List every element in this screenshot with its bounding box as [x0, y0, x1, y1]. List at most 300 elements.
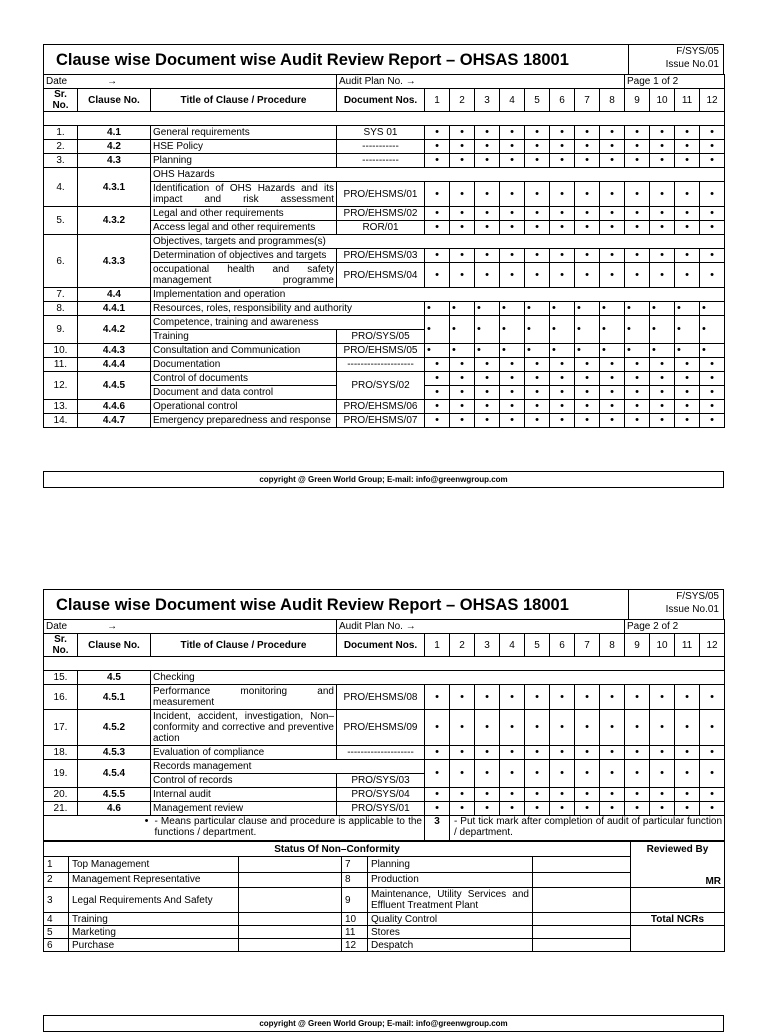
applicable-dot[interactable]: •	[600, 126, 625, 140]
applicable-dot[interactable]: •	[675, 182, 700, 207]
applicable-dot[interactable]: •	[550, 154, 575, 168]
applicable-dot[interactable]: •	[450, 221, 475, 235]
applicable-dot[interactable]: •	[650, 249, 675, 263]
applicable-dot[interactable]: •	[500, 140, 525, 154]
applicable-dot[interactable]: •	[425, 746, 450, 760]
applicable-dot[interactable]: •	[525, 221, 550, 235]
applicable-dot[interactable]: •	[500, 126, 525, 140]
ncr-status-cell[interactable]	[239, 888, 342, 913]
ncr-status-cell[interactable]	[239, 939, 342, 952]
applicable-dot[interactable]: •	[500, 760, 525, 788]
audit-plan-field[interactable]: Audit Plan No. →	[337, 75, 625, 89]
table-row	[44, 288, 725, 302]
applicable-dot[interactable]: •	[550, 221, 575, 235]
applicable-dot[interactable]: •	[425, 207, 450, 221]
applicable-dot[interactable]: •	[600, 372, 625, 386]
applicable-dot[interactable]: •	[500, 788, 525, 802]
applicable-dot[interactable]: •	[675, 221, 700, 235]
applicable-dot[interactable]: •	[500, 221, 525, 235]
ncr-status-cell[interactable]	[533, 926, 631, 939]
applicable-dot[interactable]: •	[625, 249, 650, 263]
applicable-dot[interactable]: •	[675, 140, 700, 154]
applicable-dot[interactable]: •	[575, 414, 600, 428]
applicable-dot[interactable]: •	[650, 182, 675, 207]
applicable-dot[interactable]: •	[600, 182, 625, 207]
applicable-dot[interactable]: •	[600, 802, 625, 816]
applicable-dot[interactable]: •	[600, 358, 625, 372]
applicable-dot[interactable]: •	[550, 685, 575, 710]
applicable-dot[interactable]: •	[650, 414, 675, 428]
applicable-dot[interactable]: •	[625, 302, 650, 316]
applicable-dot[interactable]: •	[600, 788, 625, 802]
applicable-dot[interactable]: •	[650, 710, 675, 746]
applicable-dot[interactable]: •	[625, 710, 650, 746]
applicable-dot[interactable]: •	[625, 126, 650, 140]
applicable-dot[interactable]: •	[700, 710, 725, 746]
applicable-dot[interactable]: •	[525, 414, 550, 428]
applicable-dot[interactable]: •	[650, 221, 675, 235]
applicable-dot[interactable]: •	[625, 400, 650, 414]
applicable-dot[interactable]: •	[550, 182, 575, 207]
applicable-dot[interactable]: •	[675, 358, 700, 372]
clause-no: 4.4.5	[78, 372, 151, 400]
applicable-dot[interactable]: •	[575, 249, 600, 263]
applicable-dot[interactable]: •	[675, 400, 700, 414]
applicable-dot[interactable]: •	[425, 126, 450, 140]
applicable-dot[interactable]: •	[525, 140, 550, 154]
applicable-dot[interactable]: •	[450, 386, 475, 400]
applicable-dot[interactable]: •	[475, 414, 500, 428]
applicable-dot[interactable]: •	[575, 221, 600, 235]
applicable-dot[interactable]: •	[700, 182, 725, 207]
applicable-dot[interactable]: •	[650, 126, 675, 140]
applicable-dot[interactable]: •	[475, 746, 500, 760]
applicable-dot[interactable]: •	[575, 182, 600, 207]
applicable-dot[interactable]: •	[475, 140, 500, 154]
applicable-dot[interactable]: •	[500, 802, 525, 816]
applicable-dot[interactable]: •	[525, 685, 550, 710]
applicable-dot[interactable]: •	[525, 263, 550, 288]
applicable-dot[interactable]: •	[550, 746, 575, 760]
applicable-dot[interactable]: •	[475, 154, 500, 168]
applicable-dot[interactable]: •	[425, 788, 450, 802]
ncr-status-cell[interactable]	[533, 913, 631, 926]
applicable-dot[interactable]: •	[650, 372, 675, 386]
applicable-dot[interactable]: •	[625, 207, 650, 221]
applicable-dot[interactable]: •	[700, 685, 725, 710]
applicable-dot[interactable]: •	[700, 140, 725, 154]
applicable-dot[interactable]: •	[650, 760, 675, 788]
applicable-dot[interactable]: •	[675, 414, 700, 428]
applicable-dot[interactable]: •	[675, 249, 700, 263]
applicable-dot[interactable]: •	[425, 263, 450, 288]
applicable-dot[interactable]: •	[600, 249, 625, 263]
applicable-dot[interactable]: •	[550, 358, 575, 372]
applicable-dot[interactable]: •	[525, 182, 550, 207]
applicable-dot[interactable]: •	[500, 249, 525, 263]
applicable-dot[interactable]: •	[600, 746, 625, 760]
applicable-dot[interactable]: •	[450, 414, 475, 428]
applicable-dot[interactable]: •	[650, 386, 675, 400]
applicable-dot[interactable]: •	[700, 788, 725, 802]
applicable-dot[interactable]: •	[625, 221, 650, 235]
applicable-dot[interactable]: •	[450, 372, 475, 386]
clause-title: General requirements	[151, 126, 337, 140]
applicable-dot[interactable]: •	[575, 154, 600, 168]
applicable-dot[interactable]: •	[450, 316, 475, 344]
applicable-dot[interactable]: •	[625, 316, 650, 344]
status-row	[44, 939, 725, 952]
applicable-dot[interactable]: •	[600, 414, 625, 428]
applicable-dot[interactable]: •	[650, 400, 675, 414]
applicable-dot[interactable]: •	[675, 207, 700, 221]
form-number: F/SYS/05	[676, 591, 719, 602]
applicable-dot[interactable]: •	[625, 140, 650, 154]
applicable-dot[interactable]: •	[475, 760, 500, 788]
applicable-dot[interactable]: •	[525, 249, 550, 263]
applicable-dot[interactable]: •	[600, 685, 625, 710]
applicable-dot[interactable]: •	[425, 802, 450, 816]
applicable-dot[interactable]: •	[550, 344, 575, 358]
applicable-dot[interactable]: •	[600, 263, 625, 288]
applicable-dot[interactable]: •	[500, 316, 525, 344]
applicable-dot[interactable]: •	[700, 263, 725, 288]
applicable-dot[interactable]: •	[475, 788, 500, 802]
applicable-dot[interactable]: •	[425, 760, 450, 788]
applicable-dot[interactable]: •	[425, 140, 450, 154]
sr-no: 16.	[44, 685, 78, 710]
applicable-dot[interactable]: •	[575, 126, 600, 140]
clause-no: 4.4.1	[78, 302, 151, 316]
applicable-dot[interactable]: •	[425, 358, 450, 372]
applicable-dot[interactable]: •	[675, 788, 700, 802]
applicable-dot[interactable]: •	[425, 414, 450, 428]
applicable-dot[interactable]: •	[675, 302, 700, 316]
applicable-dot[interactable]: •	[500, 358, 525, 372]
applicable-dot[interactable]: •	[700, 302, 725, 316]
applicable-dot[interactable]: •	[700, 760, 725, 788]
applicable-dot[interactable]: •	[600, 221, 625, 235]
dept-no: 11	[342, 926, 368, 939]
applicable-dot[interactable]: •	[575, 140, 600, 154]
applicable-dot[interactable]: •	[600, 760, 625, 788]
column-header-row	[44, 634, 725, 657]
applicable-dot[interactable]: •	[450, 400, 475, 414]
applicable-dot[interactable]: •	[625, 414, 650, 428]
applicable-dot[interactable]: •	[700, 126, 725, 140]
applicable-dot[interactable]: •	[425, 316, 450, 344]
document-no: PRO/SYS/05	[337, 330, 425, 344]
applicable-dot[interactable]: •	[525, 316, 550, 344]
applicable-dot[interactable]: •	[500, 400, 525, 414]
applicable-dot[interactable]: •	[475, 263, 500, 288]
applicable-dot[interactable]: •	[500, 263, 525, 288]
applicable-dot[interactable]: •	[450, 249, 475, 263]
applicable-dot[interactable]: •	[475, 372, 500, 386]
applicable-dot[interactable]: •	[475, 207, 500, 221]
applicable-dot[interactable]: •	[450, 140, 475, 154]
ncr-status-cell[interactable]	[239, 926, 342, 939]
applicable-dot[interactable]: •	[525, 788, 550, 802]
applicable-dot[interactable]: •	[450, 710, 475, 746]
applicable-dot[interactable]: •	[675, 760, 700, 788]
applicable-dot[interactable]: •	[700, 372, 725, 386]
applicable-dot[interactable]: •	[525, 372, 550, 386]
applicable-dot[interactable]: •	[525, 760, 550, 788]
applicable-dot[interactable]: •	[700, 344, 725, 358]
applicable-dot[interactable]: •	[550, 386, 575, 400]
applicable-dot[interactable]: •	[550, 372, 575, 386]
applicable-dot[interactable]: •	[575, 760, 600, 788]
applicable-dot[interactable]: •	[675, 802, 700, 816]
applicable-dot[interactable]: •	[525, 710, 550, 746]
clause-no: 4.3.1	[78, 168, 151, 207]
applicable-dot[interactable]: •	[700, 746, 725, 760]
applicable-dot[interactable]: •	[425, 386, 450, 400]
applicable-dot[interactable]: •	[500, 386, 525, 400]
applicable-dot[interactable]: •	[425, 344, 450, 358]
applicable-dot[interactable]: •	[700, 358, 725, 372]
applicable-dot[interactable]: •	[625, 746, 650, 760]
applicable-dot[interactable]: •	[450, 154, 475, 168]
applicable-dot[interactable]: •	[675, 126, 700, 140]
applicable-dot[interactable]: •	[525, 207, 550, 221]
applicable-dot[interactable]: •	[625, 685, 650, 710]
applicable-dot[interactable]: •	[650, 685, 675, 710]
applicable-dot[interactable]: •	[550, 760, 575, 788]
applicable-dot[interactable]: •	[675, 316, 700, 344]
applicable-dot[interactable]: •	[650, 302, 675, 316]
applicable-dot[interactable]: •	[700, 207, 725, 221]
applicable-dot[interactable]: •	[475, 316, 500, 344]
applicable-dot[interactable]: •	[700, 414, 725, 428]
applicable-dot[interactable]: •	[625, 263, 650, 288]
applicable-dot[interactable]: •	[700, 386, 725, 400]
applicable-dot[interactable]: •	[550, 249, 575, 263]
applicable-dot[interactable]: •	[525, 344, 550, 358]
applicable-dot[interactable]: •	[500, 746, 525, 760]
applicable-dot[interactable]: •	[450, 126, 475, 140]
clause-title: Internal audit	[151, 788, 337, 802]
applicable-dot[interactable]: •	[625, 372, 650, 386]
applicable-dot[interactable]: •	[675, 263, 700, 288]
applicable-dot[interactable]: •	[650, 344, 675, 358]
applicable-dot[interactable]: •	[575, 788, 600, 802]
applicable-dot[interactable]: •	[700, 154, 725, 168]
applicable-dot[interactable]: •	[550, 126, 575, 140]
applicable-dot[interactable]: •	[450, 685, 475, 710]
ncr-status-cell[interactable]	[533, 939, 631, 952]
applicable-dot[interactable]: •	[700, 802, 725, 816]
applicable-dot[interactable]: •	[525, 126, 550, 140]
applicable-dot[interactable]: •	[475, 344, 500, 358]
applicable-dot[interactable]: •	[500, 710, 525, 746]
audit-plan-field[interactable]: Audit Plan No. →	[337, 620, 625, 634]
applicable-dot[interactable]: •	[650, 140, 675, 154]
applicable-dot[interactable]: •	[600, 140, 625, 154]
applicable-dot[interactable]: •	[575, 302, 600, 316]
applicable-dot[interactable]: •	[500, 302, 525, 316]
applicable-dot[interactable]: •	[425, 182, 450, 207]
applicable-dot[interactable]: •	[575, 746, 600, 760]
applicable-dot[interactable]: •	[575, 685, 600, 710]
applicable-dot[interactable]: •	[650, 316, 675, 344]
applicable-dot[interactable]: •	[500, 344, 525, 358]
applicable-dot[interactable]: •	[600, 344, 625, 358]
applicable-dot[interactable]: •	[600, 316, 625, 344]
applicable-dot[interactable]: •	[500, 685, 525, 710]
applicable-dot[interactable]: •	[475, 126, 500, 140]
applicable-dot[interactable]: •	[425, 685, 450, 710]
applicable-dot[interactable]: •	[550, 802, 575, 816]
applicable-dot[interactable]: •	[625, 182, 650, 207]
applicable-dot[interactable]: •	[450, 182, 475, 207]
applicable-dot[interactable]: •	[575, 344, 600, 358]
applicable-dot[interactable]: •	[625, 358, 650, 372]
date-field[interactable]: Date →	[44, 620, 337, 634]
applicable-dot[interactable]: •	[575, 802, 600, 816]
applicable-dot[interactable]: •	[475, 400, 500, 414]
applicable-dot[interactable]: •	[625, 386, 650, 400]
applicable-dot[interactable]: •	[650, 263, 675, 288]
ncr-status-cell[interactable]	[239, 872, 342, 887]
clause-title: HSE Policy	[151, 140, 337, 154]
date-field[interactable]: Date →	[44, 75, 337, 89]
applicable-dot[interactable]: •	[500, 414, 525, 428]
applicable-dot[interactable]: •	[500, 372, 525, 386]
applicable-dot[interactable]: •	[550, 207, 575, 221]
applicable-dot[interactable]: •	[550, 414, 575, 428]
applicable-dot[interactable]: •	[550, 140, 575, 154]
applicable-dot[interactable]: •	[575, 316, 600, 344]
ncr-status-cell[interactable]	[533, 857, 631, 872]
applicable-dot[interactable]: •	[675, 746, 700, 760]
applicable-dot[interactable]: •	[675, 710, 700, 746]
applicable-dot[interactable]: •	[450, 263, 475, 288]
applicable-dot[interactable]: •	[550, 400, 575, 414]
applicable-dot[interactable]: •	[650, 788, 675, 802]
applicable-dot[interactable]: •	[575, 358, 600, 372]
applicable-dot[interactable]: •	[675, 372, 700, 386]
applicable-dot[interactable]: •	[450, 802, 475, 816]
applicable-dot[interactable]: •	[700, 316, 725, 344]
applicable-dot[interactable]: •	[600, 400, 625, 414]
applicable-dot[interactable]: •	[550, 316, 575, 344]
procedure-title: Training	[151, 330, 337, 344]
applicable-dot[interactable]: •	[600, 207, 625, 221]
applicable-dot[interactable]: •	[600, 386, 625, 400]
sr-no: 9.	[44, 316, 78, 344]
applicable-dot[interactable]: •	[675, 344, 700, 358]
applicable-dot[interactable]: •	[525, 154, 550, 168]
applicable-dot[interactable]: •	[600, 154, 625, 168]
applicable-dot[interactable]: •	[525, 746, 550, 760]
ncr-status-cell[interactable]	[239, 857, 342, 872]
applicable-dot[interactable]: •	[425, 154, 450, 168]
applicable-dot[interactable]: •	[425, 400, 450, 414]
applicable-dot[interactable]: •	[450, 302, 475, 316]
reviewed-by-cell[interactable]	[631, 842, 725, 888]
applicable-dot[interactable]: •	[575, 386, 600, 400]
applicable-dot[interactable]: •	[500, 182, 525, 207]
applicable-dot[interactable]: •	[525, 400, 550, 414]
applicable-dot[interactable]: •	[475, 802, 500, 816]
applicable-dot[interactable]: •	[475, 221, 500, 235]
applicable-dot[interactable]: •	[625, 802, 650, 816]
applicable-dot[interactable]: •	[425, 372, 450, 386]
applicable-dot[interactable]: •	[600, 710, 625, 746]
ncr-status-cell[interactable]	[239, 913, 342, 926]
applicable-dot[interactable]: •	[450, 344, 475, 358]
applicable-dot[interactable]: •	[450, 788, 475, 802]
applicable-dot[interactable]: •	[675, 386, 700, 400]
applicable-dot[interactable]: •	[650, 154, 675, 168]
applicable-dot[interactable]: •	[450, 746, 475, 760]
applicable-dot[interactable]: •	[525, 302, 550, 316]
applicable-dot[interactable]: •	[575, 400, 600, 414]
sr-no: 15.	[44, 671, 78, 685]
applicable-dot[interactable]: •	[550, 302, 575, 316]
applicable-dot[interactable]: •	[525, 386, 550, 400]
applicable-dot[interactable]: •	[625, 344, 650, 358]
applicable-dot[interactable]: •	[625, 154, 650, 168]
applicable-dot[interactable]: •	[425, 710, 450, 746]
applicable-dot[interactable]: •	[600, 302, 625, 316]
applicable-dot[interactable]: •	[575, 710, 600, 746]
applicable-dot[interactable]: •	[475, 358, 500, 372]
applicable-dot[interactable]: •	[475, 302, 500, 316]
applicable-dot[interactable]: •	[675, 154, 700, 168]
applicable-dot[interactable]: •	[475, 710, 500, 746]
applicable-dot[interactable]: •	[625, 760, 650, 788]
applicable-dot[interactable]: •	[700, 249, 725, 263]
applicable-dot[interactable]: •	[650, 358, 675, 372]
reviewed-by-signature[interactable]	[631, 888, 725, 913]
applicable-dot[interactable]: •	[550, 788, 575, 802]
applicable-dot[interactable]: •	[450, 207, 475, 221]
applicable-dot[interactable]: •	[575, 263, 600, 288]
applicable-dot[interactable]: •	[500, 207, 525, 221]
applicable-dot[interactable]: •	[425, 249, 450, 263]
applicable-dot[interactable]: •	[425, 221, 450, 235]
applicable-dot[interactable]: •	[650, 802, 675, 816]
applicable-dot[interactable]: •	[500, 154, 525, 168]
applicable-dot[interactable]: •	[575, 207, 600, 221]
applicable-dot[interactable]: •	[425, 302, 450, 316]
applicable-dot[interactable]: •	[525, 358, 550, 372]
total-ncrs-value[interactable]	[631, 926, 725, 952]
applicable-dot[interactable]: •	[650, 207, 675, 221]
applicable-dot[interactable]: •	[675, 685, 700, 710]
applicable-dot[interactable]: •	[650, 746, 675, 760]
sr-no: 4.	[44, 168, 78, 207]
applicable-dot[interactable]: •	[550, 263, 575, 288]
applicable-dot[interactable]: •	[700, 221, 725, 235]
ncr-status-cell[interactable]	[533, 888, 631, 913]
applicable-dot[interactable]: •	[450, 358, 475, 372]
applicable-dot[interactable]: •	[450, 760, 475, 788]
applicable-dot[interactable]: •	[550, 710, 575, 746]
ncr-status-cell[interactable]	[533, 872, 631, 887]
applicable-dot[interactable]: •	[475, 249, 500, 263]
applicable-dot[interactable]: •	[700, 400, 725, 414]
applicable-dot[interactable]: •	[475, 386, 500, 400]
applicable-dot[interactable]: •	[525, 802, 550, 816]
applicable-dot[interactable]: •	[575, 372, 600, 386]
applicable-dot[interactable]: •	[625, 788, 650, 802]
applicable-dot[interactable]: •	[475, 685, 500, 710]
applicable-dot[interactable]: •	[475, 182, 500, 207]
